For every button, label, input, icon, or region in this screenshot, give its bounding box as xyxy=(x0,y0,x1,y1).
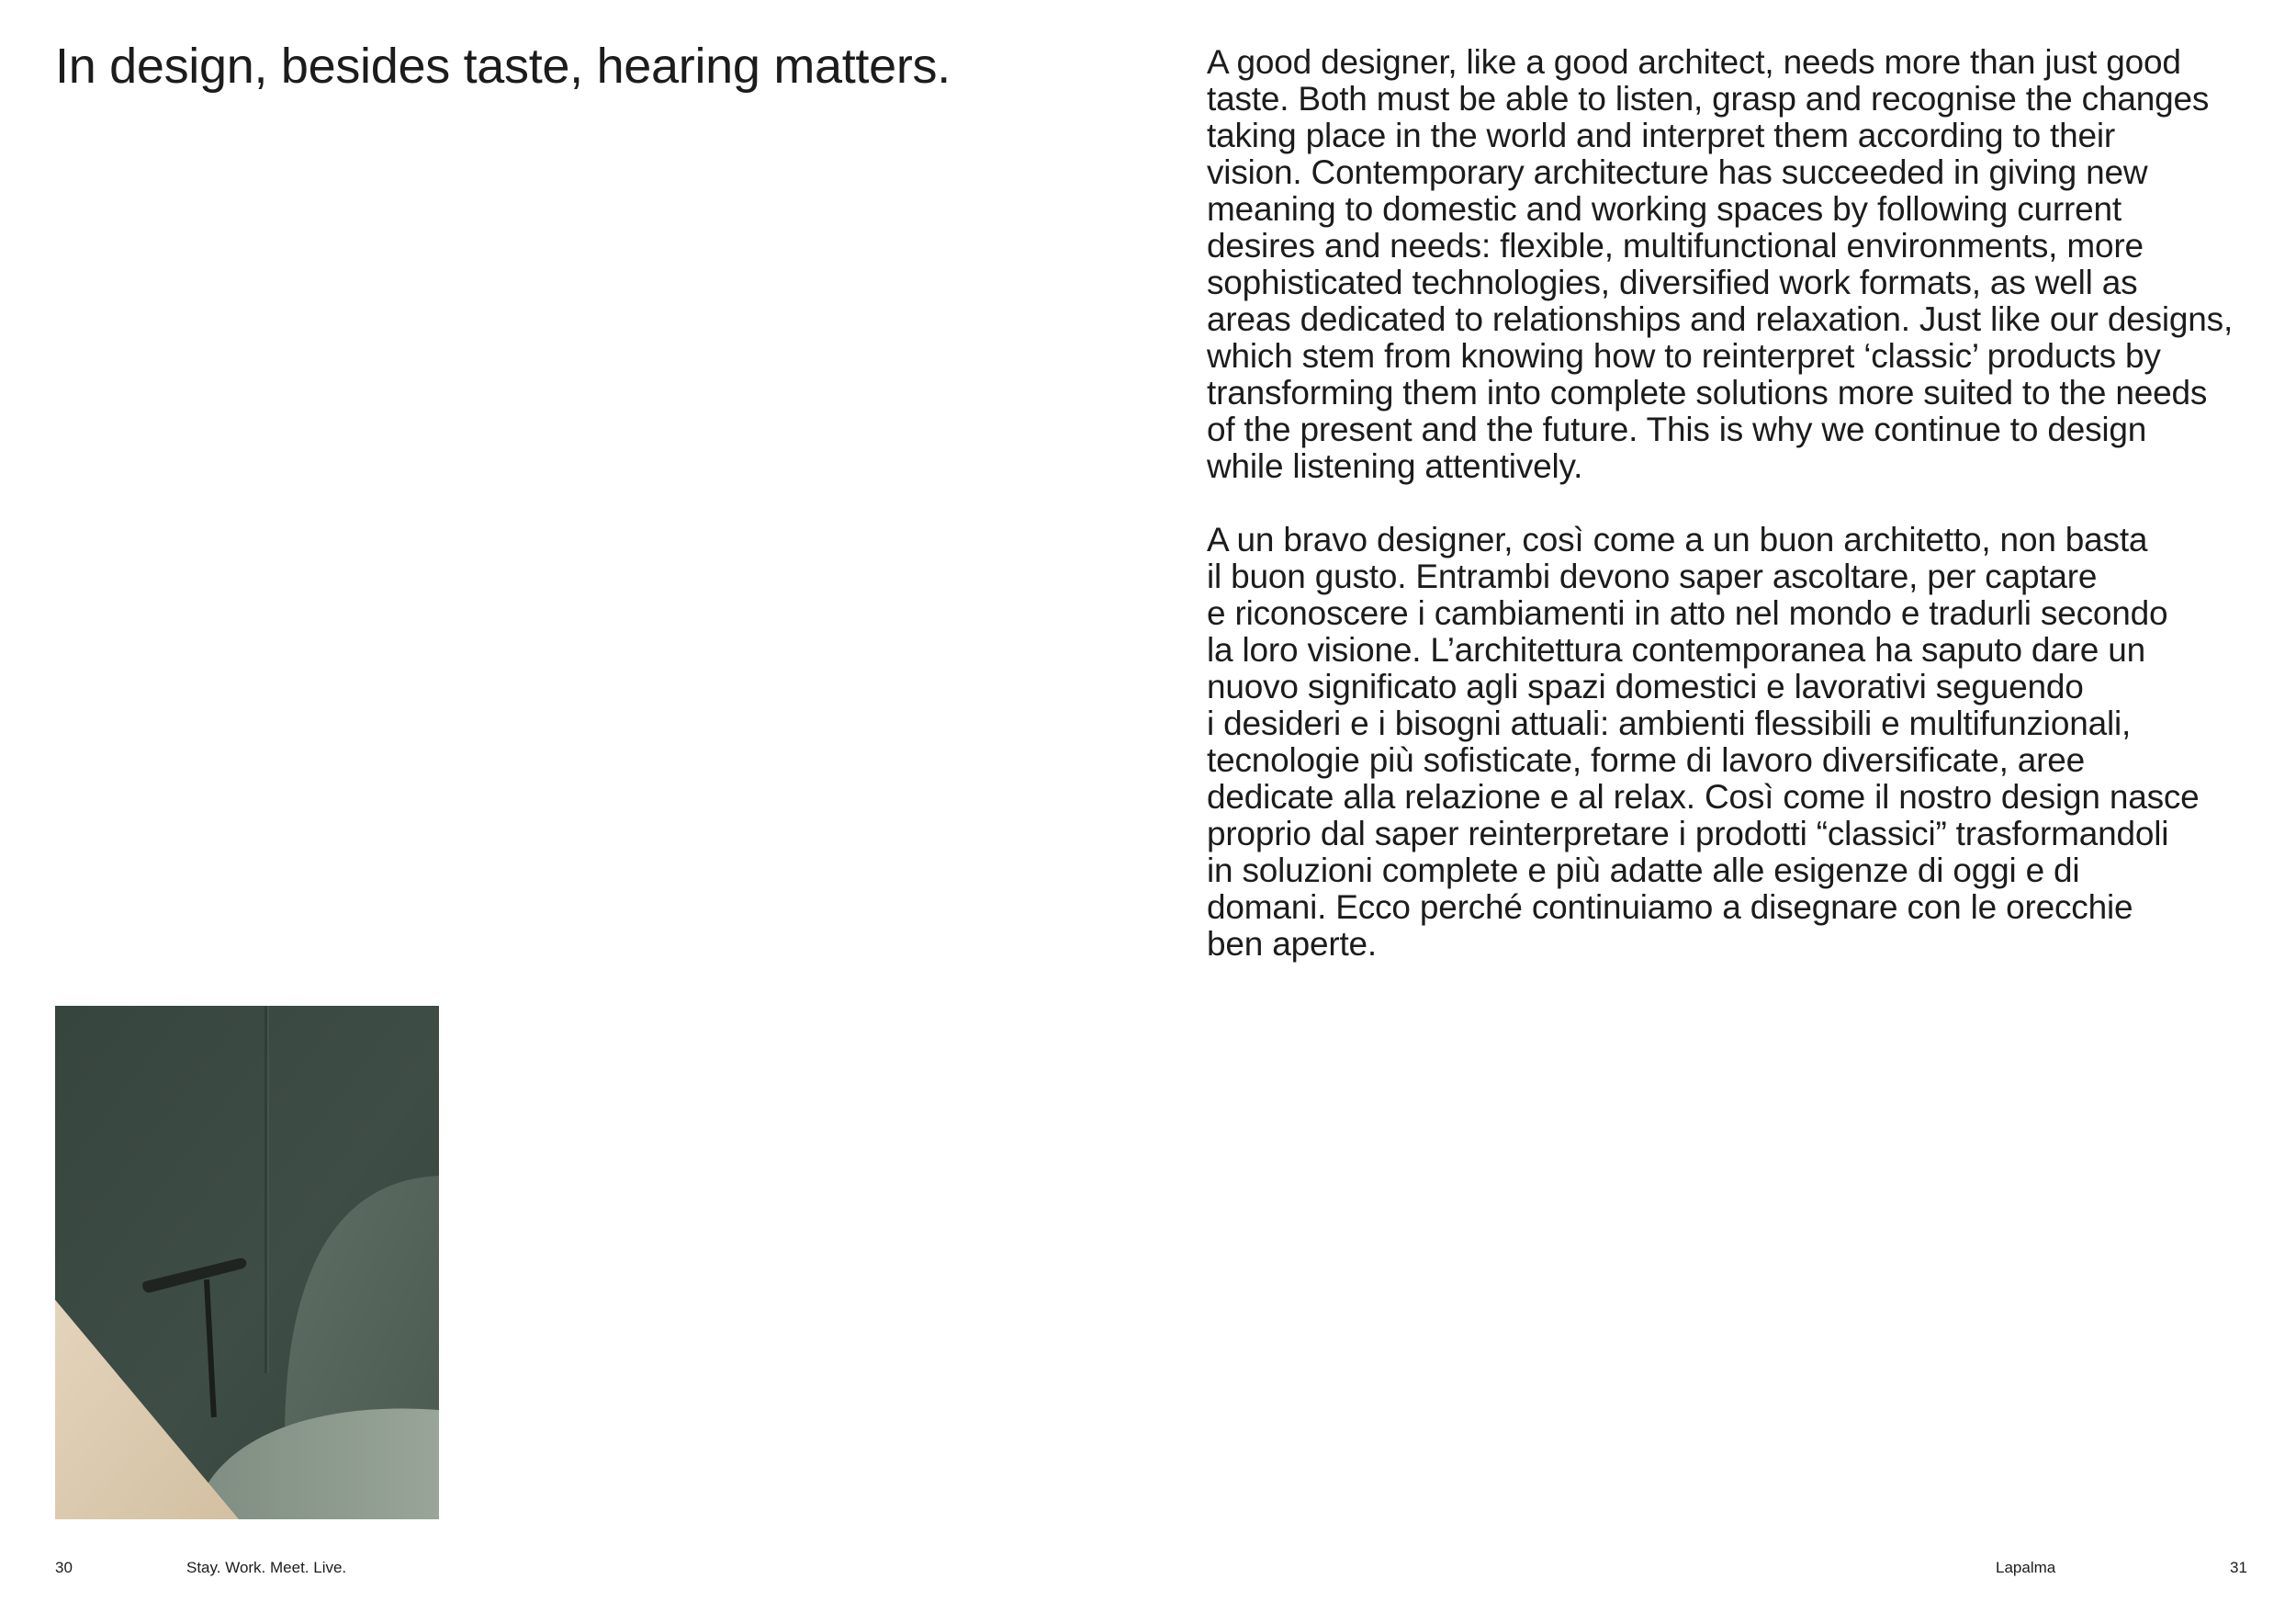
italian-paragraph: A un bravo designer, così come a un buon architetto, non basta il buon gusto. Entrambi devono saper ascoltare, per captare e riconoscere i cambiamenti in atto nel mondo e tradurli secondo la loro visione. L’architettura contemporanea ha saputo dare un nuovo significato agli spazi domestici e lavorativi seguendo i desideri e i bisogni attuali: ambienti flessibili e multifunzionali, tecnologie più sofisticate, forme di lavoro diversificate, aree dedicate alla relazione e al relax. Così come il nostro design nasce proprio dal saper reinterpretare i prodotti “classici” trasformandoli in soluzioni complete e più adatte alle esigenze di oggi e di domani. Ecco perché continuiamo a disegnare con le orecchie ben aperte. xyxy=(1207,521,2200,963)
english-paragraph: A good designer, like a good architect, needs more than just good taste. Both must be able to listen, grasp and recognise the changes taking place in the world and interpret them according to their vision. Contemporary architecture has succeeded in giving new meaning to domestic and working spaces by following current desires and needs: flexible, multifunctional environments, more sophisticated technologies, diversified work formats, as well as areas dedicated to relationships and relaxation. Just like our designs, which stem from knowing how to reinterpret ‘classic’ products by transforming them into complete solutions more suited to the needs of the present and the future. This is why we continue to design while listening attentively. xyxy=(1207,43,2234,485)
body-text-column xyxy=(1207,44,2272,963)
right-page-number: 31 xyxy=(2230,1559,2247,1576)
chair-photo xyxy=(55,1006,439,1519)
left-page-number: 30 xyxy=(55,1559,73,1576)
right-footer-caption: Lapalma xyxy=(1996,1559,2056,1576)
left-footer-caption: Stay. Work. Meet. Live. xyxy=(186,1559,347,1576)
page-title: In design, besides taste, hearing matters. xyxy=(55,39,951,94)
